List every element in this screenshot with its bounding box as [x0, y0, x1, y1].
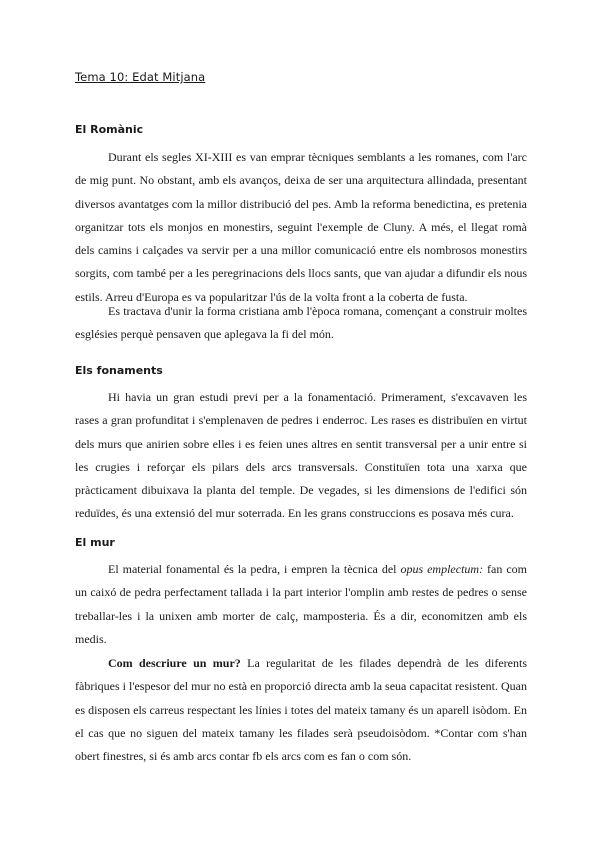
mur-answer: La regularitat de les filades dependrà de les diferents fàbriques i l'espesor del mur no està en proporció directa amb la seua capacitat resistent. Quan es disposen els carreus respectant les línies i totes del mateix tamany és un aparell isòdom. En el cas que no siguen del mateix tamany les filades serà pseudoisòdom. *Contar com s'han obert finestres, si és amb arcs contar fb els arcs com es fan o com són. — [75, 656, 527, 764]
paragraph-fonaments-1: Hi havia un gran estudi previ per a la fonamentació. Primerament, s'excavaven les rases a gran profunditat i s'emplenaven de pedres i enderroc. Les rases es distribuïen en virtut dels murs que anirien sobre elles i es feien unes altres en sentit transversal per a unir entre si les crugies i reforçar els pilars dels arcs transversals. Constituïen tota una xarxa que pràcticament dibuixava la planta del temple. De vegades, si les dimensions de l'edifici són reduïdes, és una extensió del mur soterrada. En les grans construccions es posava més cura. — [75, 390, 527, 521]
mur-text-start: El material fonamental és la pedra, i empren la tècnica del — [108, 562, 401, 576]
paragraph-romanic-1: Durant els segles XI-XIII es van emprar tècniques semblants a les romanes, com l'arc de mig punt. No obstant, amb els avanços, deixa de ser una arquitectura allindada, presentant diversos avantatges com la millor distribució del pes. Amb la reforma benedictina, es pretenia organitzar tots els monjos en monestirs, seguint l'exemple de Cluny. A més, el llegat romà dels camins i calçades va servir per a una millor comunicació entre els nombrosos monestirs sorgits, com també per a les peregrinacions dels llocs sants, que van ajudar a difundir els nous estils. Arreu d'Europa es va popularitzar l'ús de la volta front a la coberta de fusta. — [75, 150, 527, 304]
section-heading-romanic: El Romànic — [75, 123, 144, 136]
section-heading-mur: El mur — [75, 536, 115, 549]
paragraph-mur-1 — [75, 558, 527, 651]
paragraph-mur-2 — [75, 652, 527, 768]
page-title: Tema 10: Edat Mitjana — [75, 70, 206, 84]
mur-text-end: fan com un caixó de pedra perfectament tallada i la part interior l'omplin amb restes de pedres o sense treballar-les i la unixen amb morter de calç, mamposteria. És a dir, economitzen amb els medis. — [75, 562, 527, 646]
opus-emplectum-term: opus emplectum: — [400, 562, 484, 576]
section-heading-fonaments: Els fonaments — [75, 364, 163, 377]
paragraph-romanic-2: Es tractava d'unir la forma cristiana amb l'època romana, començant a construir moltes esglésies perquè pensaven que aplegava la fi del món. — [75, 304, 527, 342]
mur-question: Com descriure un mur? — [108, 656, 241, 670]
